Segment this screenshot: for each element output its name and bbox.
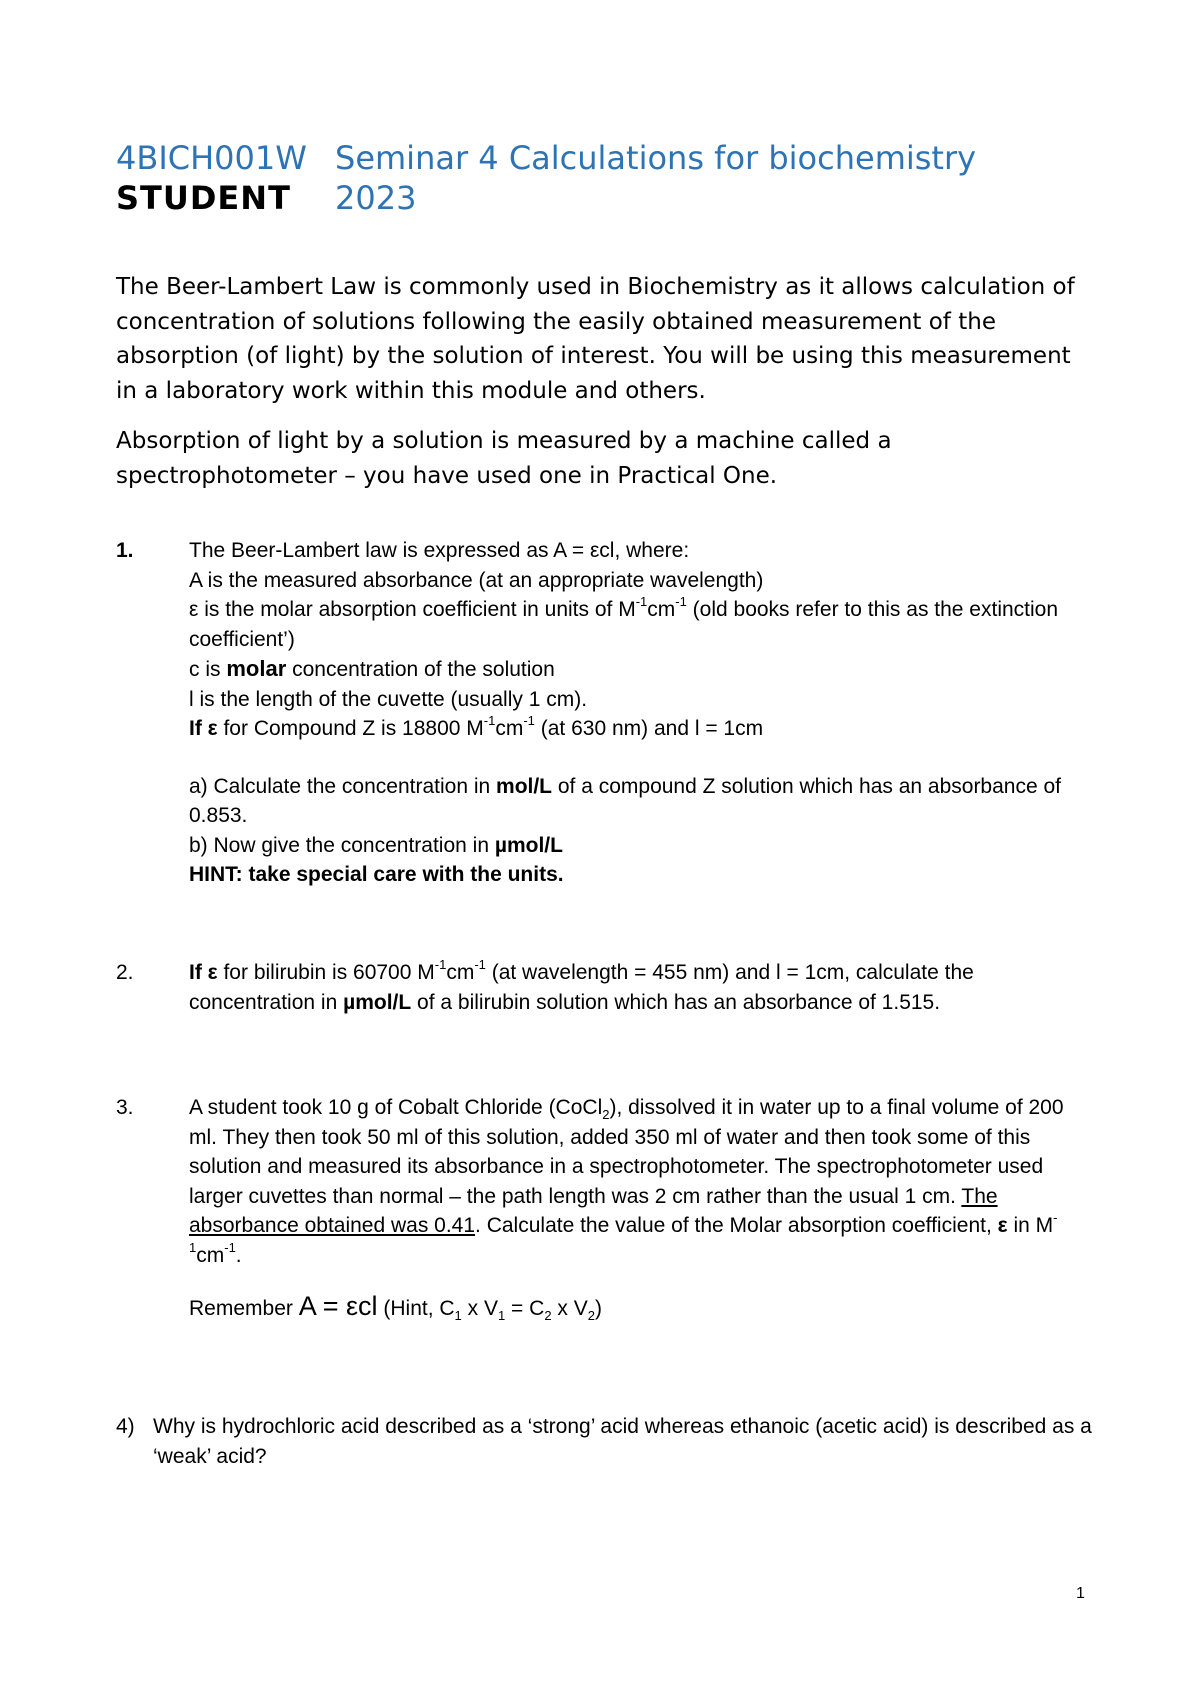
question-3-number: 3. (116, 1096, 134, 1119)
question-3 (116, 1093, 1096, 1324)
q1-hint: HINT: take special care with the units. (189, 863, 564, 886)
student-label: STUDENT (116, 179, 291, 217)
q1-line-length: l is the length of the cuvette (usually 1 cm). (189, 687, 588, 711)
q1-line-absorbance: A is the measured absorbance (at an appropriate wavelength) (189, 568, 764, 592)
question-2-text: If ε for bilirubin is 60700 $M^{-1}cm^{-1}$ (at wavelength = 455 nm) and l = 1cm, calculate the concentration in µmol/L of a bilirubin solution which has an absorbance of 1.515. (189, 957, 974, 1014)
intro-paragraph-1: The Beer-Lambert Law is commonly used in Biochemistry as it allows calculation of concentration of solutions following the easily obtained measurement of the absorption (of light) by the solution of interest. You will be using this measurement in a laboratory work within this module and others. (116, 274, 1075, 404)
question-1-number: 1. (116, 539, 134, 562)
q1-part-b: b) Now give the concentration in µmol/L (189, 833, 563, 857)
q1-part-a: a) Calculate the concentration in mol/L of a compound Z solution which has an absorbance of 0.853. (189, 774, 1061, 827)
q1-line-epsilon: ε is the molar absorption coefficient in units of $M^{-1}cm^{-1}$ (old books refer to this as the extinction coefficient’) (189, 594, 1059, 651)
question-4-text: Why is hydrochloric acid described as a ‘strong’ acid whereas ethanoic (acetic acid) is described as a ‘weak’ acid? (153, 1415, 1092, 1468)
question-3-text: A student took 10 g of Cobalt Chloride (CoCl$_2$), dissolved it in water up to a final volume of 200 ml. They then took 50 ml of this solution, added 350 ml of water and then took some of this solution and measured its absorbance in a spectrophotometer. The spectrophotometer used larger cuvettes than normal – the path length was 2 cm rather than the usual 1 cm. The absorbance obtained was 0.41. Calculate the value of the Molar absorption coefficient, ε in $M^{-1}cm^{-1}$. Remember A = εcl (Hint, $C_1$ x $V_1 = C_2$ x $V_2$) (189, 1093, 1096, 1324)
question-4-number: 4) (116, 1415, 135, 1438)
question-2-number: 2. (116, 961, 134, 984)
q1-line-concentration: c is molar concentration of the solution (189, 656, 555, 681)
q1-line-given: If ε for Compound Z is 18800 $M^{-1}cm^{-1}$ (at 630 nm) and l = 1cm (189, 713, 764, 740)
page-number: 1 (1076, 1585, 1085, 1602)
q1-line-equation: The Beer-Lambert law is expressed as A = εcl, where: (189, 539, 690, 562)
module-code: 4BICH001W (116, 139, 307, 177)
question-3-reminder: Remember A = εcl (Hint, $C_1$ x $V_1 = C_2$ x $V_2$) (189, 1291, 602, 1324)
document-title (116, 138, 976, 218)
seminar-title: Seminar 4 Calculations for biochemistry (335, 139, 977, 177)
question-2 (116, 958, 1096, 1017)
question-1 (116, 536, 1096, 890)
intro-paragraph-2: Absorption of light by a solution is measured by a machine called a spectrophotometer – you have used one in Practical One. (116, 428, 892, 489)
year-label: 2023 (335, 179, 417, 217)
question-4 (116, 1412, 1096, 1471)
